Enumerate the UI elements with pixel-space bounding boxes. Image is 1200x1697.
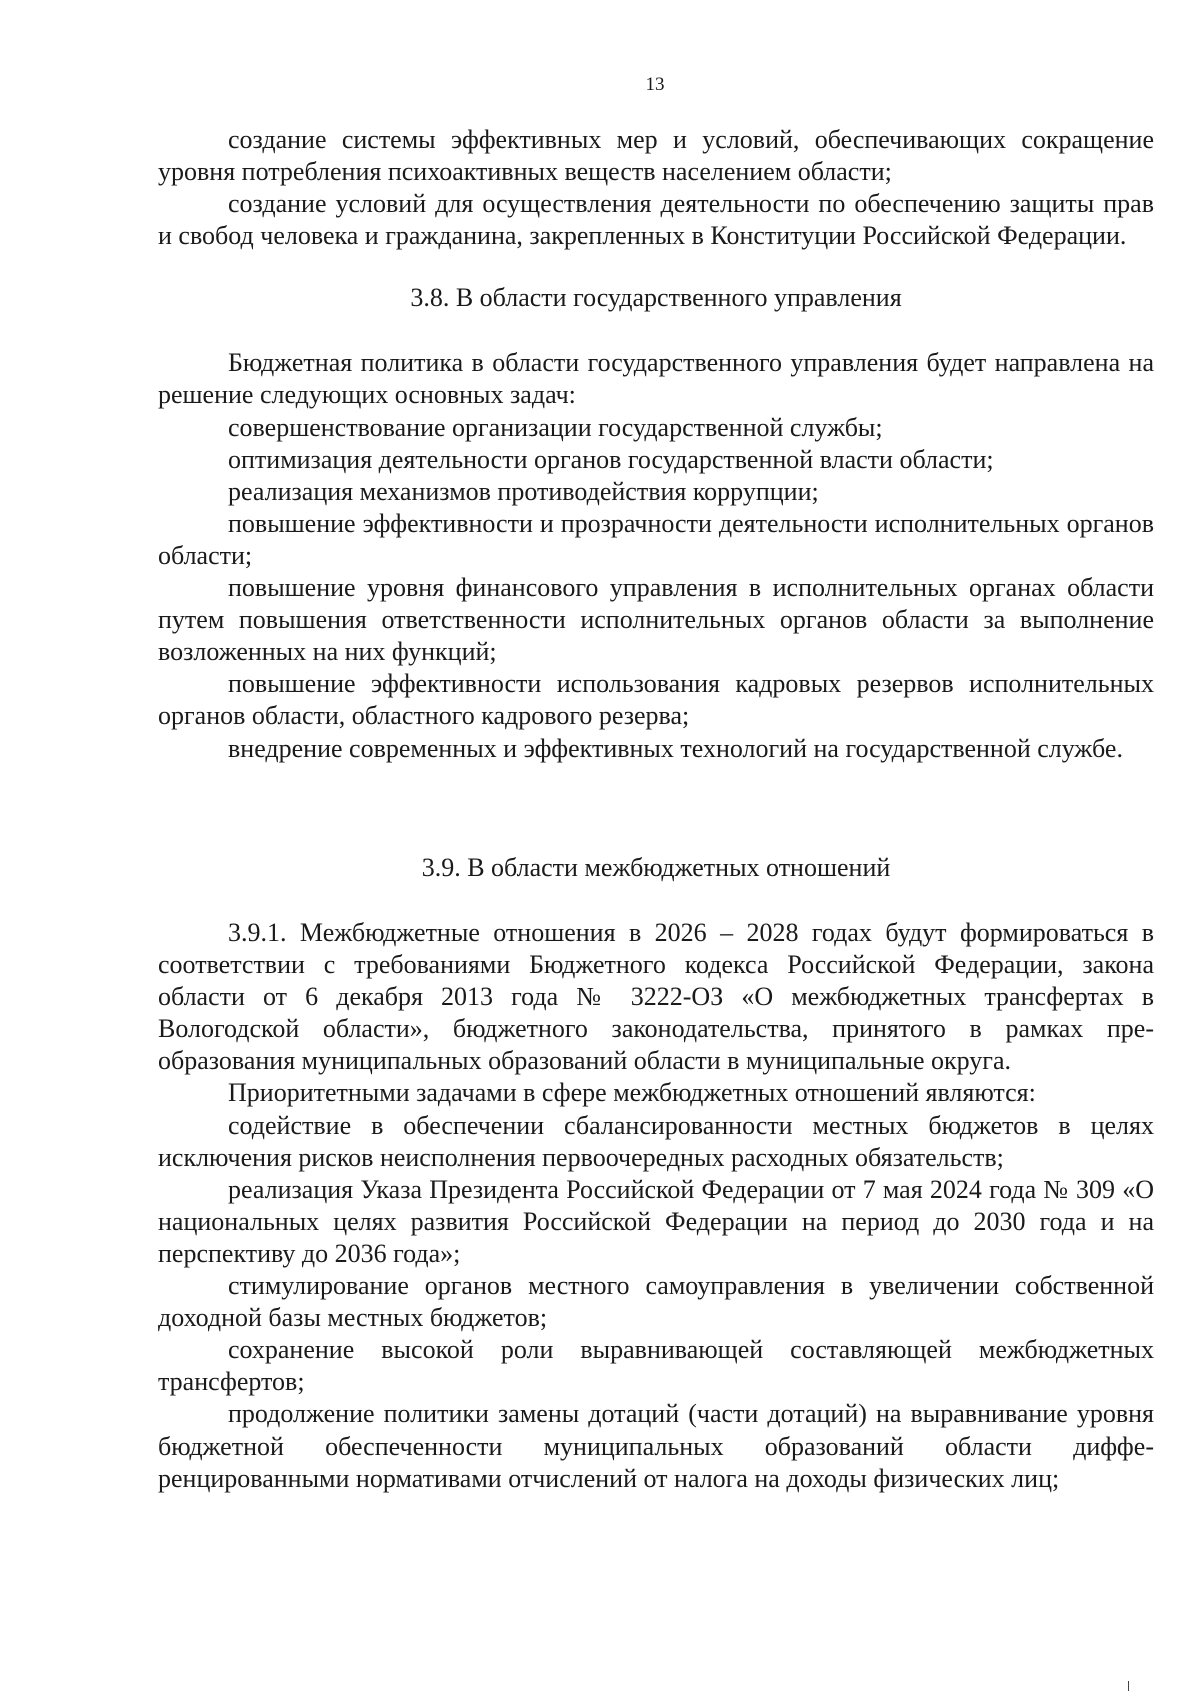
section-3-8-paragraph: внедрение современных и эффективных технологий на государственной службе. bbox=[228, 733, 1123, 763]
section-3-8-paragraph: повышение эффективности и прозрачности деятельности исполнительных органов области; bbox=[158, 508, 1154, 570]
section-3-8-paragraph: повышение эффективности использования кадровых резервов исполнительных органов области, областного кадрового резерва; bbox=[158, 669, 1154, 731]
section-3-9-paragraph: 3.9.1. Межбюджетные отношения в 2026 – 2028 годах будут формироваться в соответствии с требованиями Бюджетного кодекса Российской Федерации, закона области от 6 декабря 2013 года № 3222-ОЗ «О межбюджетных трансфертах в Вологодской области», бюджетного законодательства, принятого в рамках преобразования муниципальных образований области в муниципальные округа. bbox=[158, 918, 1154, 1076]
section-3-9-paragraph: продолжение политики замены дотаций (части дотаций) на выравнивание уровня бюджетной обеспеченности муниципальных образований области дифференцированными нормативами отчислений от налога на доходы физических лиц; bbox=[158, 1399, 1154, 1493]
section-3-9-paragraph: стимулирование органов местного самоуправления в увеличении собственной доходной базы местных бюджетов; bbox=[158, 1271, 1154, 1333]
lower-text-block bbox=[158, 852, 1154, 1495]
section-3-9-heading: 3.9. В области межбюджетных отношений bbox=[421, 853, 891, 882]
section-3-8-paragraph: оптимизация деятельности органов государственной власти области; bbox=[228, 444, 994, 474]
section-3-9-paragraph: реализация Указа Президента Российской Федерации от 7 мая 2024 года № 309 «О национальных целях развития Российской Федерации на период до 2030 года и на перспективу до 2036 года»; bbox=[158, 1174, 1154, 1268]
upper-text-block bbox=[158, 124, 1154, 765]
section-3-9-paragraph: содействие в обеспечении сбалансированности местных бюджетов в целях исключения рисков неисполнения первоочередных расходных обязательств; bbox=[158, 1110, 1154, 1172]
section-3-8-heading: 3.8. В области государственного управления bbox=[410, 283, 902, 313]
intro-paragraph: создание системы эффективных мер и условий, обеспечивающих сокращение уровня потребления психоактивных веществ населением области; bbox=[158, 125, 1154, 187]
section-3-8-paragraph: совершенствование организации государственной службы; bbox=[228, 412, 883, 442]
section-3-9-paragraph: Приоритетными задачами в сфере межбюджетных отношений являются: bbox=[228, 1078, 1036, 1108]
section-3-8-paragraph: повышение уровня финансового управления в исполнительных органах области путем повышения ответственности исполнительных органов области за выполнение возложенных на них функций; bbox=[158, 573, 1154, 667]
section-3-8-paragraph: Бюджетная политика в области государственного управления будет направлена на решение следующих основных задач: bbox=[158, 348, 1154, 410]
scan-margin-mark bbox=[1128, 1681, 1129, 1691]
section-3-9-paragraph: сохранение высокой роли выравнивающей составляющей межбюджетных трансфертов; bbox=[158, 1335, 1154, 1397]
section-3-8-paragraph: реализация механизмов противодействия коррупции; bbox=[228, 476, 819, 506]
intro-paragraph: создание условий для осуществления деятельности по обеспечению защиты прав и свобод человека и гражданина, закрепленных в Конституции Российской Федерации. bbox=[158, 189, 1154, 251]
page-number: 13 bbox=[645, 74, 665, 95]
